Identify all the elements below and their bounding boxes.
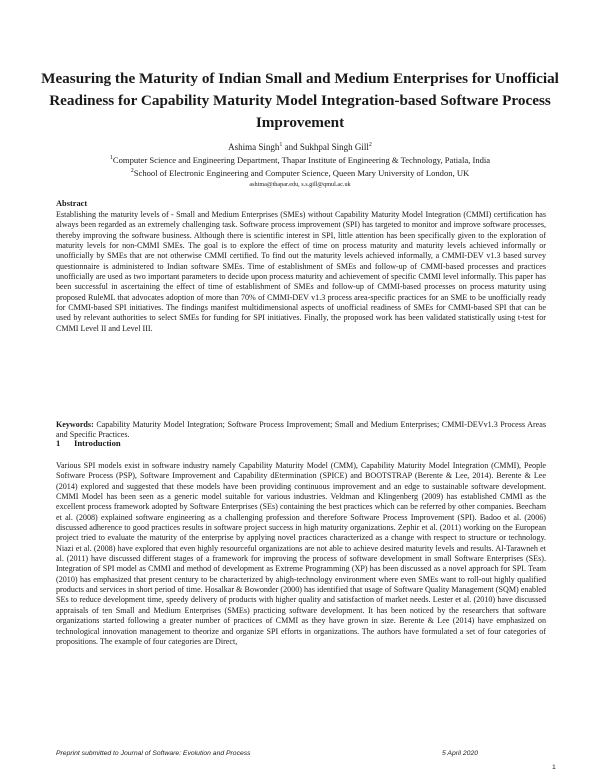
affiliation-mark: 1 [109,155,113,162]
affiliation-mark: 2 [130,168,134,175]
section-number: 1 [56,438,61,448]
keywords-label: Keywords: [56,420,94,429]
affiliation-2 [40,167,560,180]
footer-journal: Preprint submitted to Journal of Software: Evolution and Process [56,750,251,757]
paper-title: Measuring the Maturity of Indian Small and Medium Enterprises for Unofficial Readiness for Capability Maturity Model Integration-based Software Process Improvement [41,70,559,131]
abstract-heading: Abstract [56,199,88,208]
footer-date: 5 April 2020 [442,750,479,757]
author-emails: ashima@thapar.edu, s.s.gill@qmul.ac.uk [249,181,351,188]
author-name: Ashima Singh [228,142,280,152]
section-heading [56,438,121,448]
section-title: Introduction [74,438,121,448]
author-line [40,141,560,153]
affiliation-mark: 1 [279,142,283,148]
affiliations [40,154,560,180]
affiliation-text: School of Electronic Engineering and Computer Science, Queen Mary University of London, UK [133,168,470,178]
page-number: 1 [552,764,556,771]
abstract-body: Establishing the maturity levels of - Small and Medium Enterprises (SMEs) without Capability Maturity Model Integration (CMMI) certification has always been regarded as an extremely challenging task. Software process improvement (SPI) has targeted to monitor and improve software processes, thereby improving the software business. Although there is scientific interest in SPI, little attention has been specifically given to the exploration of maturity levels for non-CMMI SMEs. The goal is to explore the effect of time on process maturity and maturity levels achieved informally or unofficially by SMEs that are not otherwise CMMI certified. To find out the maturity levels achieved informally, a CMMI-DEV v1.3 based survey questionnaire is administered to Indian software SMEs. Time of establishment of SMEs and follow-up of CMMI-based processes and practices unofficially are used as two important parameters to decide upon process maturity and achievement of specific CMMI level informally. This paper has been successful in ascertaining the effect of time of establishment of SMEs and follow-up of CMMI-based processes on process maturity using proposed RuleML that advocates adoption of more than 70% of CMMI-DEV v1.3 process area-specific practices for an SME to be unofficially ready for CMMI-based SPI initiatives. The findings manifest multidimensional aspects of unofficial readiness of SMEs for CMMI-based SPI that can be used by relevant authorities to select SMEs for funding for SPI initiatives. Finally, the proposed work has been validated statistically using t-test for CMMI Level II and Level III. [56,210,546,333]
keywords [56,420,546,441]
author-name: Sukhpal Singh Gill [299,142,369,152]
page-footer [56,750,546,757]
keywords-text: Capability Maturity Model Integration; Software Process Improvement; Small and Medium Enterprises; CMMI-DEVv1.3 Process Areas and Specific Practices. [56,420,546,440]
affiliation-text: Computer Science and Engineering Department, Thapar Institute of Engineering & Technology, Patiala, India [112,155,491,165]
affiliation-mark: 2 [368,142,372,148]
introduction-body: Various SPI models exist in software industry namely Capability Maturity Model (CMM), Capability Maturity Model Integration (CMMI), People Software Process (PSP), Software Improvement and Capability dEtermination (SPICE) and BOOTSTRAP (Berente & Lee, 2014). Berente & Lee (2014) explored and suggested that these models have been providing continuous improvement and an edge to sustainable software development. CMMI Model has been seen as a generic model suitable for various industries. Veldman and Klingenberg (2009) has established CMMI as the excellent process framework adopted by Software Enterprises (SEs) containing the best practices which can be referred by other companies. Beecham et al. (2008) explained software engineering as a challenging profession and therefore Software Process Improvement (SPI). Badoo et al. (2006) discussed adherence to good practices results in software project success in high maturity organizations. Zephir et al. (2011) working on the European project tried to evaluate the maturity of the enterprise by applying novel practices characterized as a change with respect to structure or technology. Niazi et al. (2008) have explored that even highly resourceful organizations are not able to achieve desired maturity levels and results. Al-Tarawneh et al. (2011) have discussed different stages of a framework for improving the process of software development in small Software Enterprises (SEs). Integration of SPI model as CMMI and method of development as Extreme Programming (XP) has been discussed as a novel approach for SPI. Team (2010) has emphasized that present century to be characterized by ahigh-technology environment where even SMEs want to roll-out highly qualified products and services in short period of time. Hosalkar & Bowonder (2000) has identified that usage of Software Quality Management (SQM) enabled SEs to reduce development time, speedy delivery of products with higher quality and satisfaction of market needs. Lester et al. (2010) have discussed appraisals of ten Small and Medium Enterprises (SMEs) practicing software development. It has been noticed by the researchers that software organizations started following a greater number of practices of CMMI as they have grown in size. Berente & Lee (2014) have emphasized on technological innovation management to theorize and organize SPI efforts in organizations. The authors have formulated a set of four categories of propositions. The example of four categories are Direct, [56,461,546,646]
affiliation-1 [40,154,560,167]
author-conjunction: and [282,142,300,152]
